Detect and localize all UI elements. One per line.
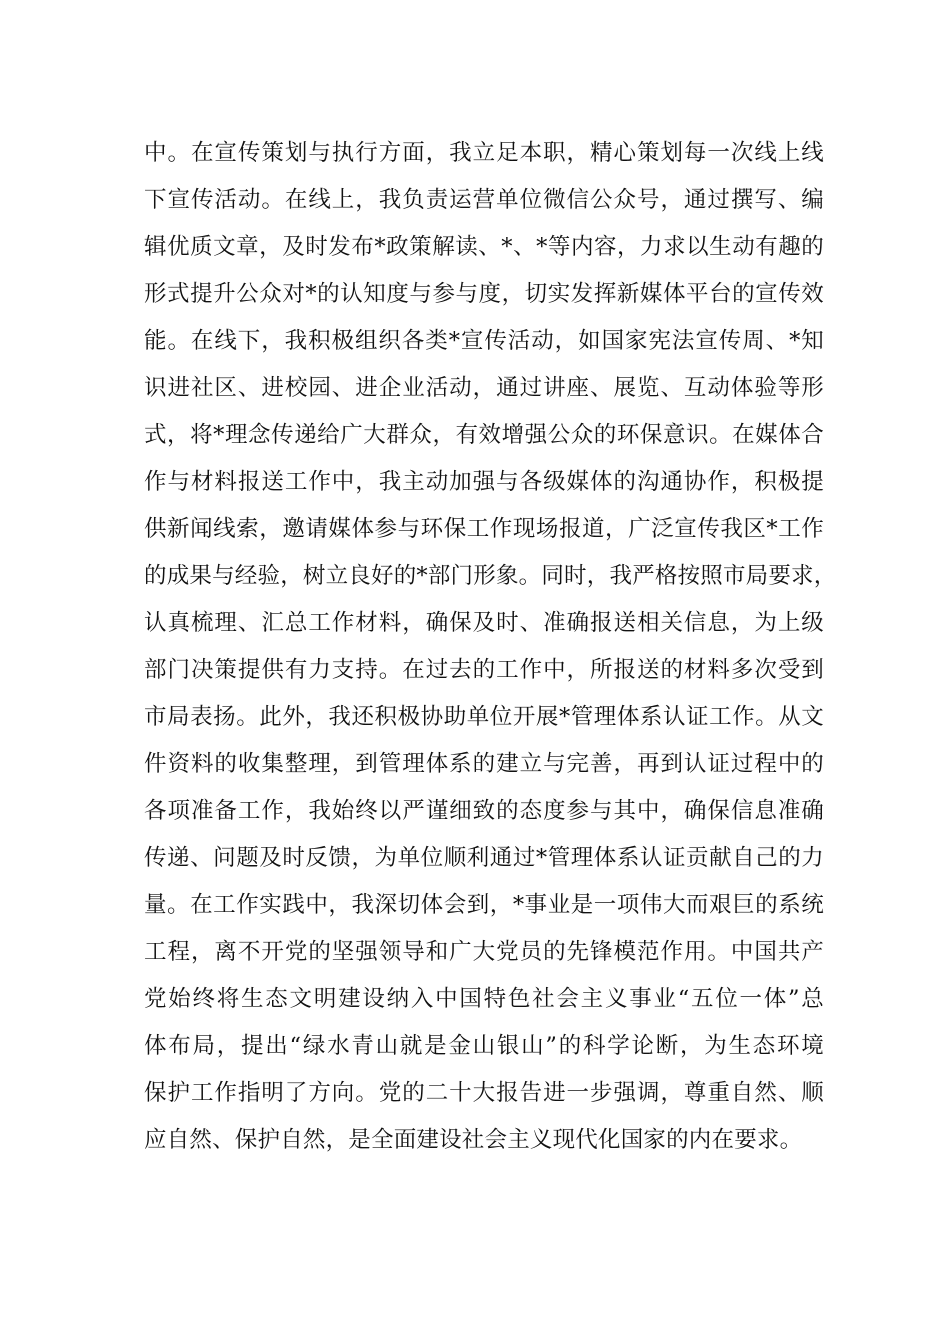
text-line: 件资料的收集整理，到管理体系的建立与完善，再到认证过程中的 [144, 751, 824, 777]
text-line: 作与材料报送工作中，我主动加强与各级媒体的沟通协作，积极提 [144, 469, 824, 495]
text-line: 辑优质文章，及时发布*政策解读、*、*等内容，力求以生动有趣的 [144, 234, 824, 260]
text-line: 中。在宣传策划与执行方面，我立足本职，精心策划每一次线上线 [144, 140, 824, 166]
text-line: 各项准备工作，我始终以严谨细致的态度参与其中，确保信息准确 [144, 798, 824, 824]
text-line: 式，将*理念传递给广大群众，有效增强公众的环保意识。在媒体合 [144, 422, 824, 448]
text-line: 部门决策提供有力支持。在过去的工作中，所报送的材料多次受到 [144, 657, 824, 683]
text-line: 的成果与经验，树立良好的*部门形象。同时，我严格按照市局要求， [144, 563, 837, 589]
text-line: 下宣传活动。在线上，我负责运营单位微信公众号，通过撰写、编 [144, 187, 824, 213]
text-line: 党始终将生态文明建设纳入中国特色社会主义事业“五位一体”总 [144, 986, 824, 1012]
text-line: 供新闻线索，邀请媒体参与环保工作现场报道，广泛宣传我区*工作 [144, 516, 824, 542]
text-line: 传递、问题及时反馈，为单位顺利通过*管理体系认证贡献自己的力 [144, 845, 824, 871]
text-line: 体布局，提出“绿水青山就是金山银山”的科学论断，为生态环境 [144, 1033, 824, 1059]
text-line: 量。在工作实践中，我深切体会到，*事业是一项伟大而艰巨的系统 [144, 892, 824, 918]
text-line: 应自然、保护自然，是全面建设社会主义现代化国家的内在要求。 [144, 1127, 803, 1153]
text-line: 认真梳理、汇总工作材料，确保及时、准确报送相关信息，为上级 [144, 610, 824, 636]
text-line: 能。在线下，我积极组织各类*宣传活动，如国家宪法宣传周、*知 [144, 328, 824, 354]
text-line: 市局表扬。此外，我还积极协助单位开展*管理体系认证工作。从文 [144, 704, 824, 730]
text-line: 工程，离不开党的坚强领导和广大党员的先锋模范作用。中国共产 [144, 939, 824, 965]
body-paragraph [144, 130, 837, 1164]
text-line: 保护工作指明了方向。党的二十大报告进一步强调，尊重自然、顺 [144, 1080, 824, 1106]
text-line: 识进社区、进校园、进企业活动，通过讲座、展览、互动体验等形 [144, 375, 824, 401]
text-line: 形式提升公众对*的认知度与参与度，切实发挥新媒体平台的宣传效 [144, 281, 824, 307]
